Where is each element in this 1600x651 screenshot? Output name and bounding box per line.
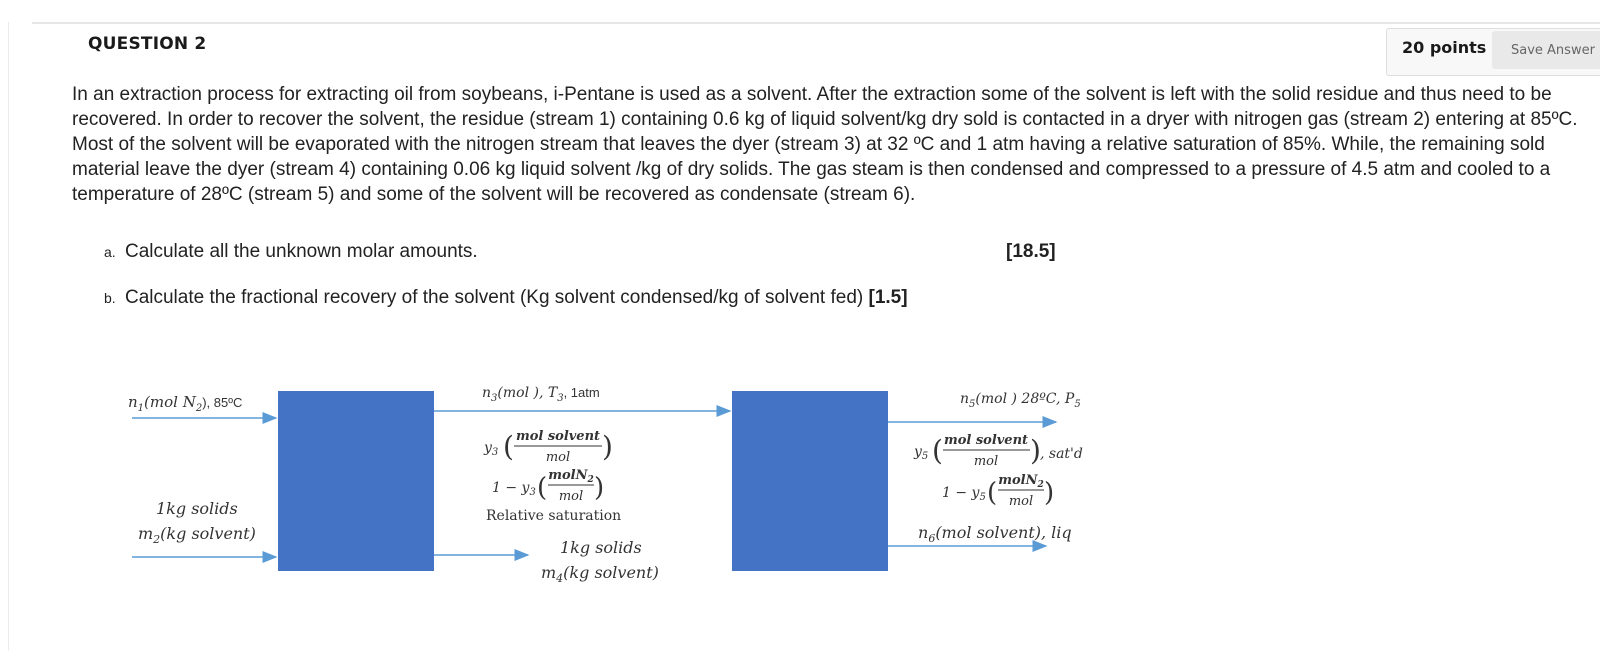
y5-numerator: mol solvent xyxy=(943,433,1029,448)
y3-denominator: mol xyxy=(545,450,571,465)
part-b-letter: b. xyxy=(104,290,116,306)
y5-paren-close: ) xyxy=(1030,434,1041,467)
relative-saturation-label: Relative saturation xyxy=(486,508,622,524)
part-b-text: Calculate the fractional recovery of the solvent (Kg solvent condensed/kg of solvent fed) xyxy=(124,287,864,308)
sat-d-label: , sat'd xyxy=(1040,446,1083,462)
y5-symbol: $y_5$ xyxy=(914,444,929,462)
solids-out-line1: 1kg solids xyxy=(560,538,642,557)
y5-denominator: mol xyxy=(973,454,999,469)
part-b-marks: [1.5] xyxy=(868,287,908,308)
dryer-unit xyxy=(278,391,434,571)
y3-paren-open: ( xyxy=(503,430,514,463)
y5-paren-open: ( xyxy=(932,434,943,467)
solids-in-line2: $m_2(kg$ solvent) xyxy=(138,524,256,546)
y3b-denominator: mol xyxy=(558,489,584,504)
one-minus-y5: $1 - y_5$ xyxy=(942,485,986,503)
y5b-numerator: molN$_2$ xyxy=(998,473,1044,490)
stream-n3-label: $n_3(mol$ ), $T_3$, 1atm xyxy=(482,385,600,404)
solids-out-line2: $m_4(kg$ solvent) xyxy=(541,563,659,585)
y5b-denominator: mol xyxy=(1008,494,1034,509)
y5b-paren-close: ) xyxy=(1044,478,1055,508)
solids-in-line1: 1kg solids xyxy=(156,499,238,518)
y3b-paren-open: ( xyxy=(537,473,548,503)
part-a-letter: a. xyxy=(104,244,116,260)
y3b-numerator: molN$_2$ xyxy=(548,468,594,485)
stream-n1-label: $n_1(mol$ $N_2$), 85ºC xyxy=(128,393,243,414)
part-a-marks: [18.5] xyxy=(1006,241,1056,262)
stream-n5-label: $n_5(mol$ ) 28ºC, $P_5$ xyxy=(960,391,1081,410)
y5b-paren-open: ( xyxy=(987,478,998,508)
y3b-paren-close: ) xyxy=(594,473,605,503)
points-label: 20 points xyxy=(1402,38,1487,57)
y3-paren-close: ) xyxy=(602,430,613,463)
save-answer-button[interactable]: Save Answer xyxy=(1492,31,1600,69)
one-minus-y3: $1 - y_3$ xyxy=(492,480,536,498)
question-title: QUESTION 2 xyxy=(88,34,207,54)
part-a-text: Calculate all the unknown molar amounts. xyxy=(124,241,478,262)
stream-n6-label: $n_6(mol$ solvent), liq xyxy=(918,523,1072,545)
question-body: In an extraction process for extracting oil from soybeans, i-Pentane is used as a solvent. After the extraction some of the solvent is left with the solid residue and thus need to be recovered. In order to recover the solvent, the residue (stream 1) containing 0.6 kg of liquid solvent/kg dry sold is contacted in a dryer with nitrogen gas (stream 2) entering at 85ºC. Most of the solvent will be evaporated with the nitrogen stream that leaves the dyer (stream 3) at 32 ºC and 1 atm having a relative saturation of 85%. While, the remaining sold material leave the dyer (stream 4) containing 0.06 kg liquid solvent /kg of dry solids. The gas steam is then condensed and compressed to a pressure of 4.5 atm and cooled to a temperature of 28ºC (stream 5) and some of the solvent will be recovered as condensate (stream 6). xyxy=(72,84,1578,205)
y3-numerator: mol solvent xyxy=(515,429,601,444)
y3-symbol: $y_3$ xyxy=(484,440,499,458)
condenser-unit xyxy=(732,391,888,571)
